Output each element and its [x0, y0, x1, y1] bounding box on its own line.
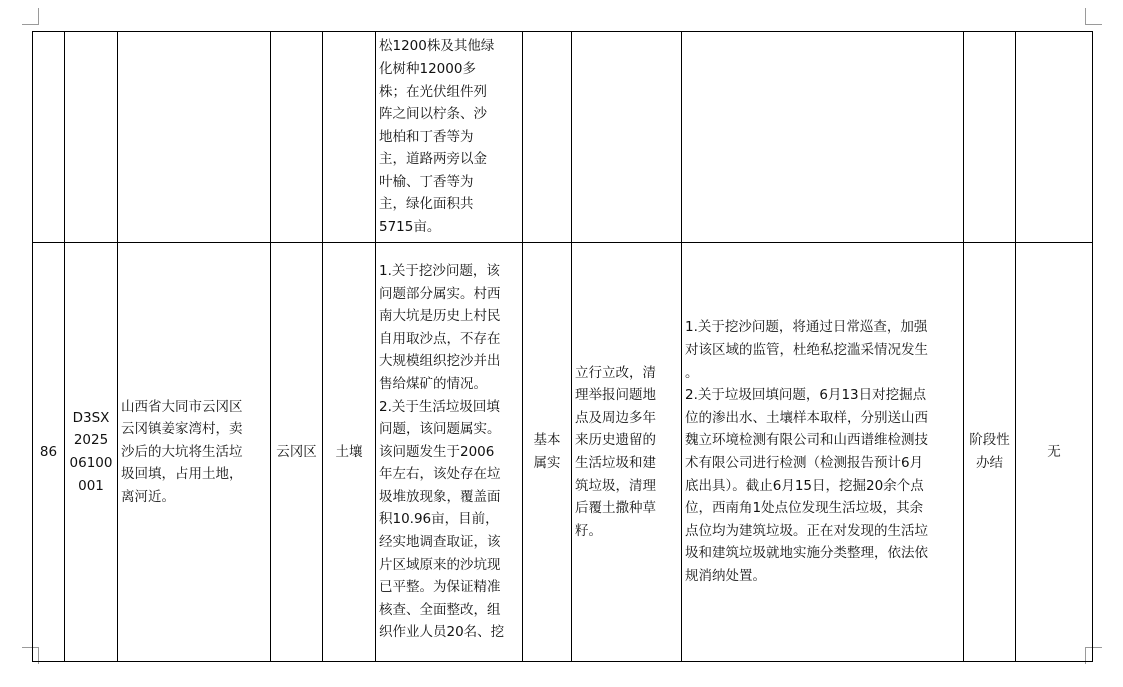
text-line: 办结 — [976, 455, 1003, 471]
text-line: 1.关于挖沙问题，该 — [379, 262, 500, 279]
text-line: 积10.96亩，目前， — [379, 511, 499, 528]
cell-progress — [682, 243, 964, 662]
text-line: 术有限公司进行检测（检测报告预计6月 — [685, 455, 924, 471]
text-line: 筑垃圾，清理 — [575, 477, 656, 494]
code-line: 001 — [78, 477, 104, 494]
text-line: 售给煤矿的情况。 — [379, 375, 487, 392]
cell-rectify — [572, 243, 682, 662]
text-line: 自用取沙点，不存在 — [379, 330, 501, 347]
text-line: 圾回填，占用土地， — [121, 466, 243, 483]
cell-verdict — [523, 243, 572, 662]
text-line: 化树种12000多 — [379, 60, 476, 77]
text-line: 云冈镇姜家湾村，卖 — [121, 421, 243, 438]
text-line: 片区域原来的沙坑现 — [379, 556, 501, 573]
text-line: 大规模组织挖沙并出 — [379, 353, 501, 370]
cell-accountability: 无 — [1016, 243, 1093, 662]
text-line: 山西省大同市云冈区 — [121, 398, 243, 415]
text-line: 主，道路两旁以金 — [379, 151, 487, 168]
table-row-86 — [33, 243, 1093, 662]
cell-code-prev — [65, 32, 118, 243]
code-line: 2025 — [73, 432, 109, 449]
text-line: 立行立改，清 — [575, 364, 656, 381]
cell-findings — [376, 243, 523, 662]
code-line: 06100 — [69, 455, 113, 471]
cell-code — [65, 243, 118, 662]
cell-category: 土壤 — [323, 243, 376, 662]
text-line: 阶段性 — [969, 432, 1010, 449]
cell-status — [964, 243, 1016, 662]
text-line: 松1200株及其他绿 — [379, 38, 495, 55]
cell-progress-prev — [682, 32, 964, 243]
cell-rectify-prev — [572, 32, 682, 243]
text-line: 。 — [685, 364, 699, 381]
text-line: 主，绿化面积共 — [379, 196, 474, 213]
text-line: 理举报问题地 — [575, 387, 656, 404]
text-line: 籽。 — [575, 522, 602, 539]
text-line: 5715亩。 — [379, 219, 441, 236]
text-line: 2.关于生活垃圾回填 — [379, 398, 500, 415]
text-line: 1.关于挖沙问题，将通过日常巡查，加强 — [685, 319, 928, 336]
text-line: 沙后的大坑将生活垃 — [121, 443, 243, 460]
cell-district: 云冈区 — [271, 243, 323, 662]
text-line: 位的渗出水、土壤样本取样，分别送山西 — [685, 409, 928, 426]
cell-complaint-prev — [118, 32, 271, 243]
text-line: 年左右，该处存在垃 — [379, 466, 501, 483]
text-line: 地柏和丁香等为 — [379, 128, 474, 145]
text-line: 圾和建筑垃圾就地实施分类整理，依法依 — [685, 545, 928, 562]
cell-measures-prev — [376, 32, 523, 243]
text-line: 经实地调查取证，该 — [379, 534, 501, 551]
text-line: 底出具）。截止6月15日，挖掘20余个点 — [685, 477, 924, 494]
text-line: 对该区域的监管，杜绝私挖滥采情况发生 — [685, 342, 928, 359]
cell-seq-prev — [33, 32, 65, 243]
text-line: 离河近。 — [121, 488, 175, 505]
text-line: 规消纳处置。 — [685, 567, 766, 584]
text-line: 已平整。为保证精准 — [379, 579, 501, 596]
text-line: 点及周边多年 — [575, 409, 656, 426]
text-line: 生活垃圾和建 — [575, 455, 656, 471]
text-line: 圾堆放现象，覆盖面 — [379, 488, 501, 505]
case-table — [32, 31, 1093, 662]
text-line: 位，西南角1处点位发现生活垃圾，其余 — [685, 500, 924, 517]
text-line: 问题，该问题属实。 — [379, 421, 501, 438]
text-line: 2.关于垃圾回填问题，6月13日对挖掘点 — [685, 387, 927, 404]
text-line: 来历史遗留的 — [575, 432, 656, 449]
text-line: 南大坑是历史上村民 — [379, 308, 501, 325]
crop-mark-top-left — [22, 8, 39, 25]
text-line: 核查、全面整改，组 — [379, 601, 501, 618]
text-line: 该问题发生于2006 — [379, 443, 495, 460]
text-line: 问题部分属实。村西 — [379, 285, 501, 302]
cell-district-prev — [271, 32, 323, 243]
code-line: D3SX — [72, 409, 110, 426]
text-line: 属实 — [533, 455, 561, 471]
text-line: 基本 — [533, 432, 561, 449]
cell-category-prev — [323, 32, 376, 243]
text-line: 株；在光伏组件列 — [379, 83, 487, 100]
text-line: 后覆土撒种草 — [575, 500, 656, 517]
cell-seq: 86 — [33, 243, 65, 662]
table-row-previous — [33, 32, 1093, 243]
text-line: 织作业人员20名、挖 — [379, 624, 505, 641]
crop-mark-top-right — [1085, 8, 1102, 25]
text-line: 叶榆、丁香等为 — [379, 173, 474, 190]
cell-verdict-prev — [523, 32, 572, 243]
text-line: 阵之间以柠条、沙 — [379, 106, 487, 123]
cell-accountability-prev — [1016, 32, 1093, 243]
text-line: 魏立环境检测有限公司和山西谱维检测技 — [685, 432, 928, 449]
text-line: 点位均为建筑垃圾。正在对发现的生活垃 — [685, 522, 928, 539]
cell-complaint — [118, 243, 271, 662]
cell-status-prev — [964, 32, 1016, 243]
